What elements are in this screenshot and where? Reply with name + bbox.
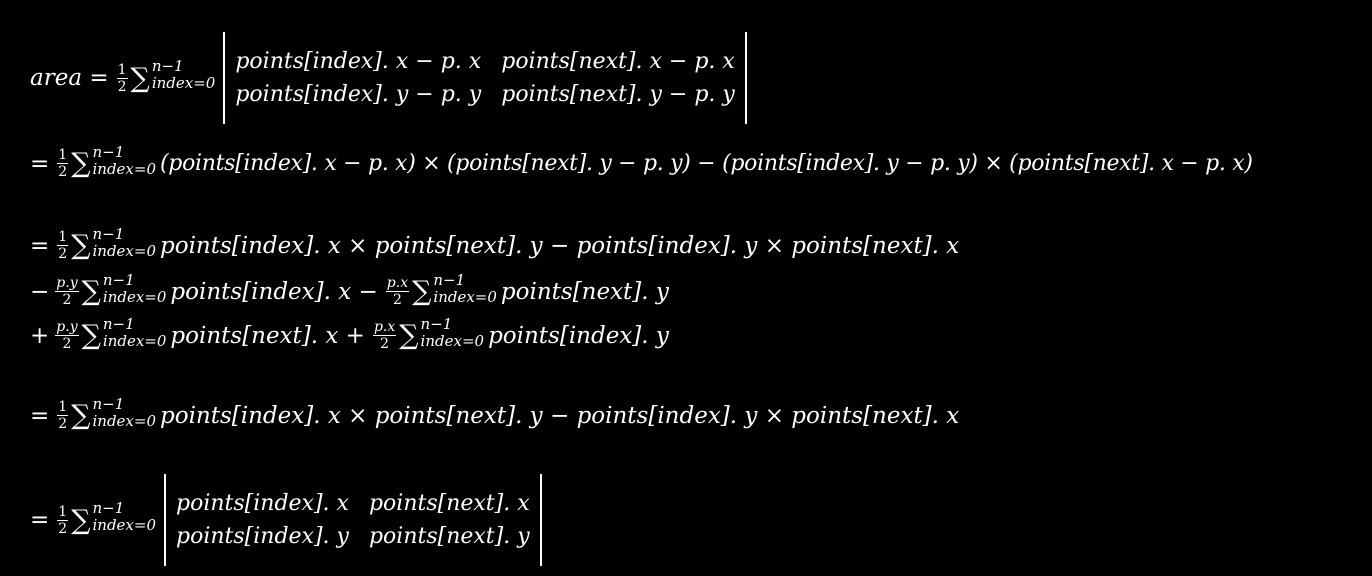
- equation-line-4: [30, 270, 669, 308]
- equals-sign: =: [30, 232, 50, 259]
- determinant-matrix: [164, 474, 542, 566]
- summation: ∑ n−1 index=0: [399, 314, 485, 351]
- cross-product-expression: points[index]. x × points[next]. y − points[index]. y × points[next]. x: [160, 232, 960, 259]
- sigma-symbol: ∑: [71, 400, 91, 431]
- sigma-symbol: ∑: [81, 320, 101, 351]
- term: points[index]. y: [488, 322, 669, 349]
- summation: ∑ n−1 index=0: [130, 57, 216, 94]
- sigma-symbol: ∑: [71, 230, 91, 261]
- matrix-cell: points[index]. y − p. y: [235, 82, 482, 107]
- fraction-one-half: $\frac{1}{2}$: [117, 61, 127, 95]
- equation-line-5: [30, 314, 669, 352]
- term: points[next]. x +: [170, 322, 365, 349]
- fraction-one-half: $\frac{1}{2}$: [58, 229, 68, 262]
- term: points[index]. x −: [170, 278, 378, 305]
- area-lhs: area =: [30, 65, 109, 91]
- fraction-one-half: $\frac{1}{2}$: [58, 147, 68, 180]
- term: points[next]. y: [500, 278, 669, 305]
- sigma-symbol: ∑: [81, 276, 101, 307]
- determinant-matrix: [223, 32, 747, 124]
- matrix-cell: points[next]. y: [368, 524, 530, 549]
- fraction-px-half: $\frac{p.x}{2}$: [386, 275, 409, 308]
- plus-sign: +: [30, 322, 50, 349]
- equation-line-2: [30, 142, 1253, 180]
- summation: ∑ n−1 index=0: [71, 142, 156, 179]
- summation: ∑ n−1 index=0: [71, 224, 156, 261]
- minus-sign: −: [30, 278, 50, 305]
- summation: ∑ n−1 index=0: [71, 499, 156, 536]
- sigma-symbol: ∑: [130, 62, 150, 94]
- equals-sign: =: [30, 402, 50, 429]
- equation-line-7: [30, 474, 542, 566]
- equation-line-1: [30, 32, 747, 124]
- cross-product-expression: points[index]. x × points[next]. y − points[index]. y × points[next]. x: [160, 402, 960, 429]
- summation: ∑ n−1 index=0: [412, 270, 497, 307]
- matrix-cell: points[next]. y − p. y: [501, 82, 735, 107]
- sigma-symbol: ∑: [71, 504, 91, 536]
- equals-sign: =: [30, 150, 50, 177]
- equation-line-3: [30, 224, 960, 262]
- fraction-one-half: $\frac{1}{2}$: [58, 399, 68, 432]
- matrix-cell: points[next]. x: [368, 491, 530, 516]
- equals-sign: =: [30, 507, 50, 533]
- matrix-cell: points[next]. x − p. x: [501, 49, 735, 74]
- sigma-symbol: ∑: [412, 276, 432, 307]
- summation: ∑ n−1 index=0: [81, 270, 167, 307]
- equation-line-6: [30, 394, 960, 432]
- matrix-cell: points[index]. x: [176, 491, 349, 516]
- fraction-px-half: $\frac{p.x}{2}$: [373, 319, 396, 352]
- summation: ∑ n−1 index=0: [71, 394, 156, 431]
- matrix-cell: points[index]. y: [176, 524, 349, 549]
- sigma-symbol: ∑: [71, 148, 91, 179]
- fraction-one-half: $\frac{1}{2}$: [58, 503, 68, 537]
- expanded-expression: (points[index]. x − p. x) × (points[next]. y − p. y) − (points[index]. y − p. y) × (points[next]. x − p. x): [160, 151, 1253, 176]
- sigma-symbol: ∑: [399, 320, 419, 351]
- fraction-py-half: $\frac{p.y}{2}$: [56, 275, 78, 308]
- fraction-py-half: $\frac{p.y}{2}$: [56, 319, 78, 352]
- summation: ∑ n−1 index=0: [81, 314, 167, 351]
- matrix-cell: points[index]. x − p. x: [235, 49, 482, 74]
